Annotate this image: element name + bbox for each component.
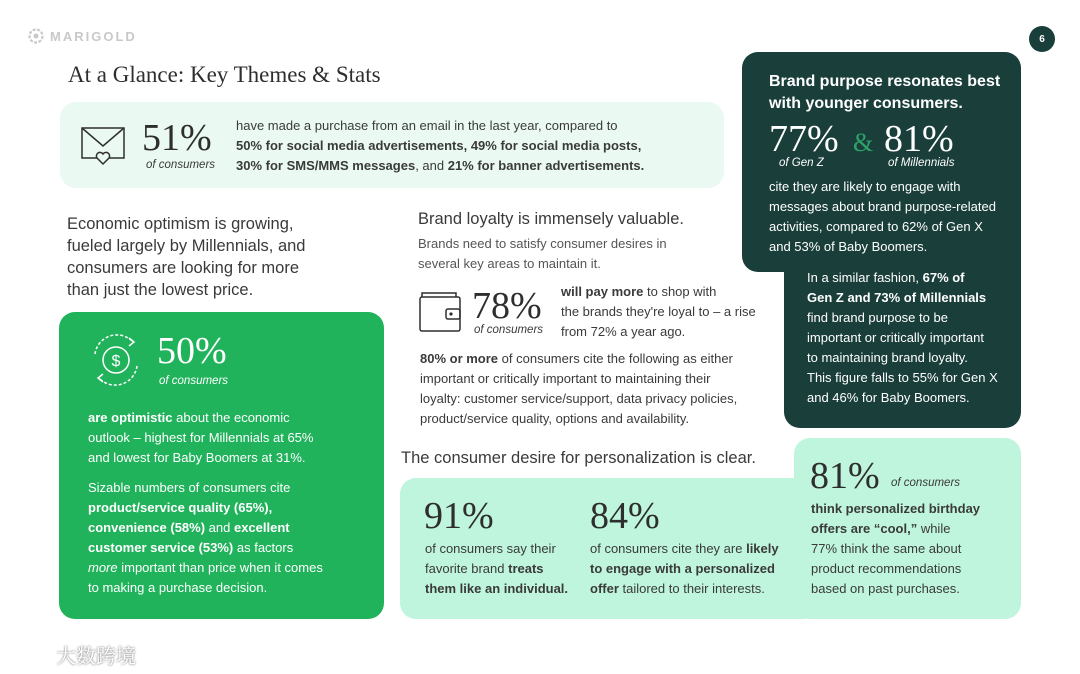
email-stat-text: [236, 116, 644, 176]
personalization-stat3-text: think personalized birthday offers are “cool,” while 77% think the same about product recommendations based on past purchases.: [811, 501, 981, 596]
personalization-heading: The consumer desire for personalization is clear.: [401, 449, 756, 467]
marigold-flower-icon: [28, 28, 44, 44]
personalization-stat2-value: 84%: [590, 495, 660, 537]
watermark: [10, 640, 136, 669]
purpose-paragraph-2: In a similar fashion, 67% of Gen Z and 73% of Millennials find brand purpose to be important or critically important to maintaining brand loyalty. This figure falls to 55% for Gen X and 46% for Baby Boomers.: [807, 270, 998, 405]
email-stat-value: 51%: [142, 117, 212, 159]
optimism-card: [59, 312, 384, 619]
purpose-value-genz: 77%: [769, 118, 839, 160]
page-title: At a Glance: Key Themes & Stats: [68, 62, 381, 87]
personalization-stat3-label: of consumers: [891, 477, 961, 489]
optimism-paragraph-1: are optimistic about the economic outlook – highest for Millennials at 65% and lowest for Baby Boomers at 31%.: [88, 410, 314, 465]
loyalty-paragraph: 80% or more of consumers cite the following as either important or critically important to maintaining their loyalty: customer service/support, data privacy policies, product/service quality, options and availability.: [420, 351, 738, 426]
loyalty-stat-text: will pay more to shop with the brands they're loyal to – a rise from 72% a year ago.: [561, 284, 756, 339]
watermark-logo-icon: [10, 644, 50, 666]
email-stat-card: [60, 102, 724, 188]
marigold-logo: [28, 28, 137, 44]
email-stat-line3: 30% for SMS/MMS messages, and 21% for banner advertisements.: [236, 158, 645, 173]
purpose-value-millennials: 81%: [884, 118, 954, 160]
purpose-label-millennials: of Millennials: [888, 157, 955, 169]
loyalty-label: of consumers: [474, 324, 544, 336]
personalization-stat3-value: 81%: [810, 455, 880, 497]
email-stat-line2: 50% for social media advertisements, 49% for social media posts,: [236, 138, 642, 153]
svg-text:$: $: [111, 353, 121, 370]
watermark-text: 大数跨境: [56, 646, 136, 668]
envelope-heart-icon: [80, 126, 126, 166]
optimism-paragraph-2: Sizable numbers of consumers cite product/service quality (65%), convenience (58%) and excellent customer service (53%) as factors more important than price when it comes to making a purchase decision.: [88, 480, 323, 595]
purpose-heading: Brand purpose resonates best with younger consumers.: [769, 73, 1001, 112]
wallet-icon: [418, 291, 462, 333]
page-number: 6: [1029, 26, 1055, 52]
purpose-label-genz: of Gen Z: [779, 157, 824, 169]
dollar-cycle-icon: [83, 334, 149, 386]
purpose-ampersand: &: [853, 128, 874, 157]
loyalty-subtext: Brands need to satisfy consumer desires in several key areas to maintain it.: [418, 236, 667, 271]
logo-text: MARIGOLD: [50, 28, 137, 44]
personalization-stat2-text: of consumers cite they are likely to engage with a personalized offer tailored to their interests.: [590, 541, 779, 596]
personalization-stat1-value: 91%: [424, 495, 494, 537]
optimism-value: 50%: [157, 330, 227, 372]
email-stat-label: of consumers: [146, 159, 216, 171]
optimism-label: of consumers: [159, 375, 229, 387]
optimism-heading: Economic optimism is growing, fueled largely by Millennials, and consumers are looking for more than just the lowest price.: [67, 215, 306, 299]
personalization-stat1-text: of consumers say their favorite brand treats them like an individual.: [425, 541, 569, 596]
email-stat-line1: have made a purchase from an email in the last year, compared to: [236, 118, 618, 133]
purpose-text: cite they are likely to engage with messages about brand purpose-related activities, compared to 62% of Gen X and 53% of Baby Boomers.: [769, 179, 996, 254]
loyalty-heading: Brand loyalty is immensely valuable.: [418, 210, 684, 228]
loyalty-value: 78%: [472, 285, 542, 327]
